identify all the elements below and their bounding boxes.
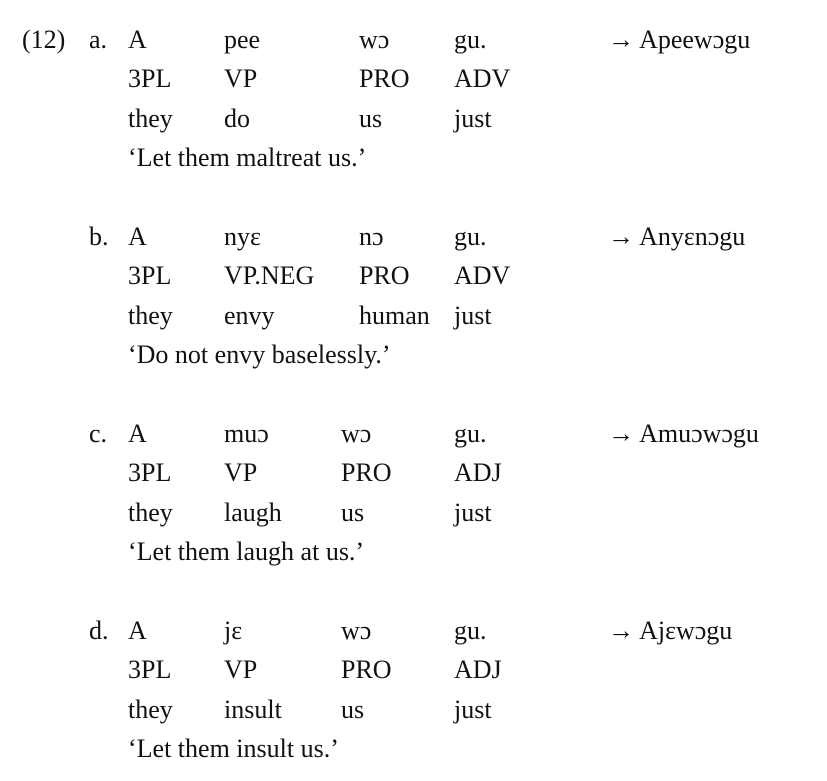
example-label-a: a. (89, 25, 108, 54)
gloss-tag: VP (224, 64, 258, 93)
gloss-tag: 3PL (128, 458, 172, 487)
gloss-word: jɛ (224, 616, 243, 645)
gloss-word: gu. (454, 419, 487, 448)
gloss-english: do (224, 104, 250, 133)
gloss-tag: PRO (359, 64, 410, 93)
gloss-english: just (454, 695, 492, 724)
gloss-tag: PRO (341, 655, 392, 684)
gloss-tag: 3PL (128, 655, 172, 684)
example-label-b: b. (89, 222, 109, 251)
gloss-english: laugh (224, 498, 282, 527)
translation-d: ‘Let them insult us.’ (128, 734, 339, 763)
translation-a: ‘Let them maltreat us.’ (128, 143, 367, 172)
gloss-word: gu. (454, 25, 487, 54)
gloss-english: us (359, 104, 383, 133)
gloss-english: us (341, 498, 365, 527)
gloss-tag: PRO (359, 261, 410, 290)
example-result-b: → Anyɛnɔgu (608, 222, 746, 251)
gloss-tag: VP.NEG (224, 261, 315, 290)
gloss-english: they (128, 695, 173, 724)
gloss-word: A (128, 222, 147, 251)
gloss-tag: ADJ (454, 655, 502, 684)
translation-b: ‘Do not envy baselessly.’ (128, 340, 391, 369)
gloss-word: A (128, 25, 147, 54)
gloss-english: just (454, 301, 492, 330)
gloss-word: wɔ (341, 419, 372, 448)
gloss-english: just (454, 498, 492, 527)
gloss-english: us (341, 695, 365, 724)
gloss-tag: 3PL (128, 261, 172, 290)
gloss-english: human (359, 301, 430, 330)
example-label-c: c. (89, 419, 108, 448)
example-result-c: → Amuɔwɔgu (608, 419, 759, 448)
example-result-d: → Ajɛwɔgu (608, 616, 733, 645)
gloss-word: nyɛ (224, 222, 261, 251)
gloss-tag: 3PL (128, 64, 172, 93)
gloss-tag: ADV (454, 64, 511, 93)
example-result-a: → Apeewɔgu (608, 25, 751, 54)
gloss-english: they (128, 498, 173, 527)
gloss-word: gu. (454, 616, 487, 645)
example-number: (12) (22, 25, 66, 54)
gloss-word: muɔ (224, 419, 269, 448)
gloss-tag: PRO (341, 458, 392, 487)
gloss-english: insult (224, 695, 282, 724)
gloss-word: A (128, 419, 147, 448)
gloss-word: wɔ (341, 616, 372, 645)
gloss-english: they (128, 301, 173, 330)
gloss-tag: ADV (454, 261, 511, 290)
gloss-tag: VP (224, 655, 258, 684)
translation-c: ‘Let them laugh at us.’ (128, 537, 365, 566)
gloss-word: wɔ (359, 25, 390, 54)
gloss-word: gu. (454, 222, 487, 251)
gloss-english: just (454, 104, 492, 133)
gloss-tag: VP (224, 458, 258, 487)
gloss-word: A (128, 616, 147, 645)
gloss-word: nɔ (359, 222, 384, 251)
gloss-english: they (128, 104, 173, 133)
gloss-tag: ADJ (454, 458, 502, 487)
gloss-word: pee (224, 25, 261, 54)
example-label-d: d. (89, 616, 109, 645)
gloss-english: envy (224, 301, 275, 330)
